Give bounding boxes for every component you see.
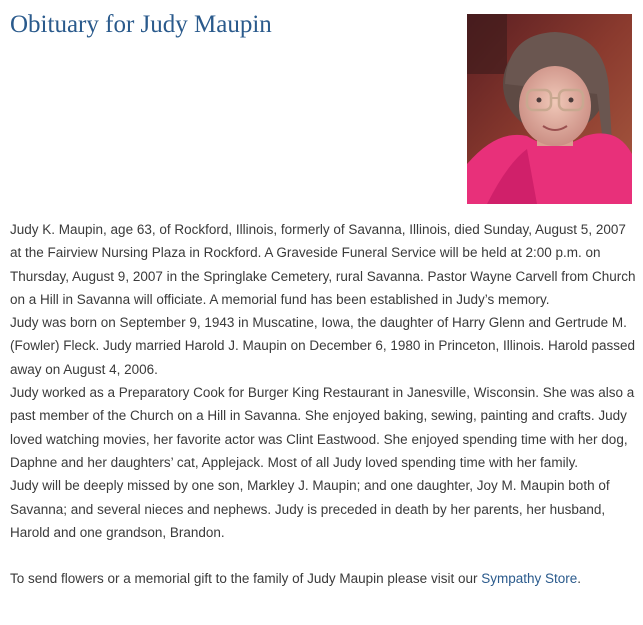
obituary-body	[10, 218, 640, 590]
obituary-paragraph: Judy will be deeply missed by one son, Markley J. Maupin; and one daughter, Joy M. Maupin both of Savanna; and several nieces and nephews. Judy is preceded in death by her parents, her husband, Harold and one grandson, Brandon.	[10, 478, 610, 540]
page-title: Obituary for Judy Maupin	[10, 11, 272, 38]
sympathy-store-link[interactable]: Sympathy Store	[481, 571, 578, 587]
sympathy-store-text: To send flowers or a memorial gift to the family of Judy Maupin please visit our	[10, 571, 482, 587]
obituary-paragraph: Judy K. Maupin, age 63, of Rockford, Illinois, formerly of Savanna, Illinois, died Sunday, August 5, 2007 at the Fairview Nursing Plaza in Rockford. A Graveside Funeral Service will be held at 2:00 p.m. on Thursday, August 9, 2007 in the Springlake Cemetery, rural Savanna. Pastor Wayne Carvell from Church on a Hill in Savanna will officiate. A memorial fund has been established in Judy’s memory.	[10, 222, 636, 307]
obituary-paragraph: Judy was born on September 9, 1943 in Muscatine, Iowa, the daughter of Harry Glenn and Gertrude M. (Fowler) Fleck. Judy married Harold J. Maupin on December 6, 1980 in Princeton, Illinois. Harold passed away on August 4, 2006.	[10, 315, 636, 377]
portrait-photo	[467, 14, 632, 204]
obituary-paragraph: Judy worked as a Preparatory Cook for Burger King Restaurant in Janesville, Wisconsin. She was also a past member of the Church on a Hill in Savanna. She enjoyed baking, sewing, painting and crafts. Judy loved watching movies, her favorite actor was Clint Eastwood. She enjoyed spending time with her dog, Daphne and her daughters’ cat, Applejack. Most of all Judy loved spending time with her family.	[10, 385, 635, 470]
sympathy-store-line	[10, 567, 640, 590]
sympathy-store-trailing: .	[577, 571, 582, 587]
